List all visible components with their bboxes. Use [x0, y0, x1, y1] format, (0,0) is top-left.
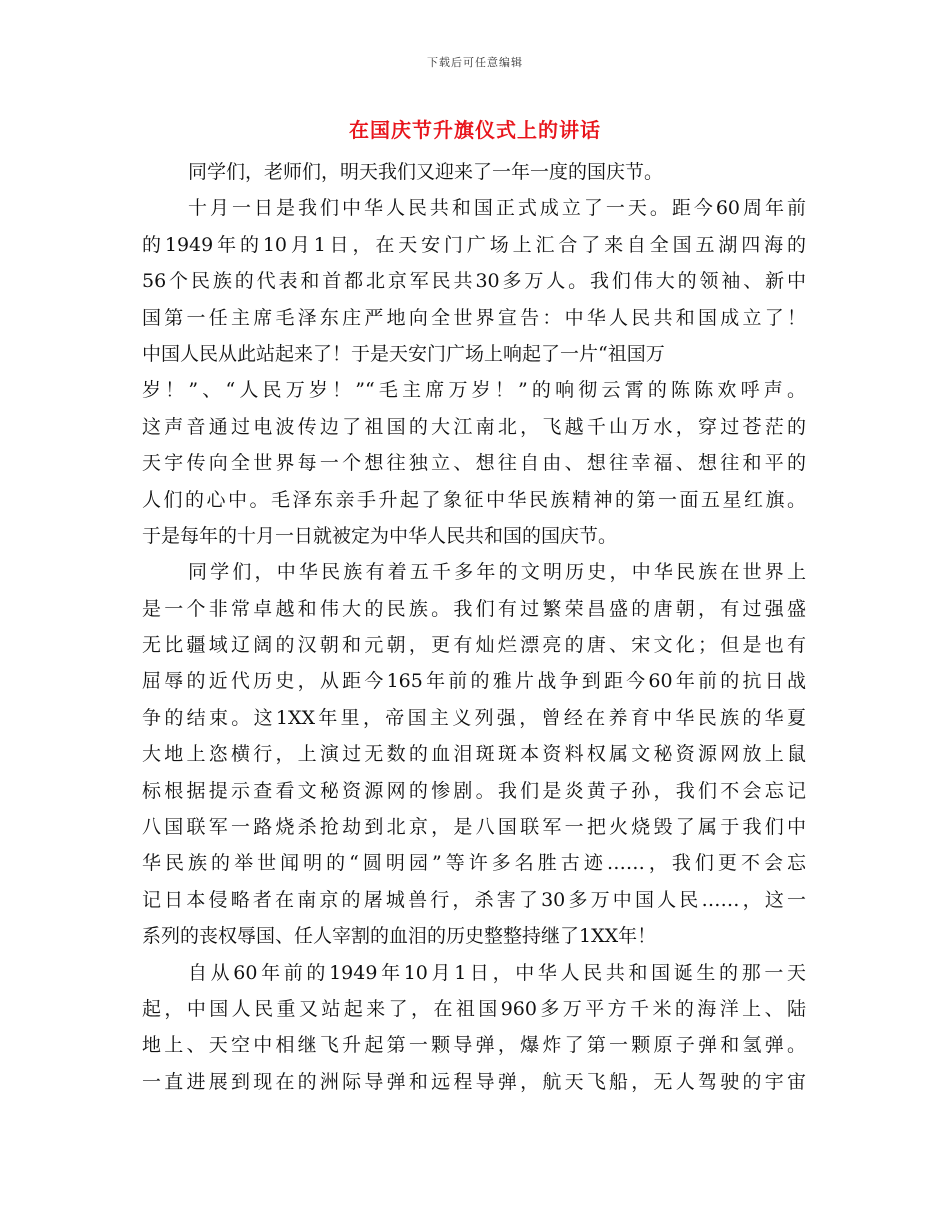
text-line: 是一个非常卓越和伟大的民族。我们有过繁荣昌盛的唐朝，有过强盛: [142, 597, 806, 620]
text-line: 起，中国人民重又站起来了，在祖国960多万平方千米的海洋上、陆: [142, 997, 806, 1020]
text-line: 地上、天空中相继飞升起第一颗导弹，爆炸了第一颗原子弹和氢弹。: [142, 1034, 806, 1057]
text-line: 争的结束。这1XX年里，帝国主义列强，曾经在养育中华民族的华夏: [142, 706, 806, 729]
text-line: 同学们，老师们，明天我们又迎来了一年一度的国庆节。: [188, 161, 664, 183]
text-line: 56个民族的代表和首都北京军民共30多万人。我们伟大的领袖、新中: [142, 270, 806, 293]
page-title: 在国庆节升旗仪式上的讲话: [349, 118, 601, 142]
text-line: 十月一日是我们中华人民共和国正式成立了一天。距今60周年前: [188, 197, 806, 220]
text-line: 标根据提示查看文秘资源网的惨剧。我们是炎黄子孙，我们不会忘记: [142, 779, 806, 802]
text-line: 中国人民从此站起来了！于是天安门广场上响起了一片“祖国万: [142, 342, 665, 365]
text-line: 这声音通过电波传边了祖国的大江南北，飞越千山万水，穿过苍茫的: [142, 415, 806, 438]
text-line: 系列的丧权辱国、任人宰割的血泪的历史整整持继了1XX年！: [142, 925, 657, 948]
text-line: 八国联军一路烧杀抢劫到北京，是八国联军一把火烧毁了属于我们中: [142, 816, 806, 839]
text-line: 人们的心中。毛泽东亲手升起了象征中华民族精神的第一面五星红旗。: [142, 488, 806, 511]
text-line: 于是每年的十月一日就被定为中华人民共和国的国庆节。: [142, 524, 618, 547]
text-line: 华民族的举世闻明的“圆明园”等许多名胜古迹……，我们更不会忘: [142, 852, 806, 875]
text-line: 屈辱的近代历史，从距今165年前的雅片战争到距今60年前的抗日战: [142, 670, 806, 693]
text-line: 记日本侵略者在南京的屠城兽行，杀害了30多万中国人民……，这一: [142, 888, 806, 911]
speech-body: [142, 154, 806, 1100]
text-line: 岁！”、“人民万岁！”“毛主席万岁！”的响彻云霄的陈陈欢呼声。: [142, 379, 806, 402]
text-line: 自从60年前的1949年10月1日，中华人民共和国诞生的那一天: [188, 961, 806, 984]
text-line: 国第一任主席毛泽东庄严地向全世界宣告：中华人民共和国成立了！: [142, 306, 806, 329]
text-line: 天宇传向全世界每一个想往独立、想往自由、想往幸福、想往和平的: [142, 452, 806, 475]
text-line: 同学们，中华民族有着五千多年的文明历史，中华民族在世界上: [188, 561, 806, 584]
text-line: 的1949年的10月1日，在天安门广场上汇合了来自全国五湖四海的: [142, 233, 806, 256]
text-line: 无比疆域辽阔的汉朝和元朝，更有灿烂漂亮的唐、宋文化；但是也有: [142, 634, 806, 657]
header-note: 下载后可任意编辑: [427, 56, 523, 69]
text-line: 一直进展到现在的洲际导弹和远程导弹，航天飞船，无人驾驶的宇宙: [142, 1070, 806, 1093]
text-line: 大地上恣横行，上演过无数的血泪斑斑本资料权属文秘资源网放上鼠: [142, 743, 806, 766]
